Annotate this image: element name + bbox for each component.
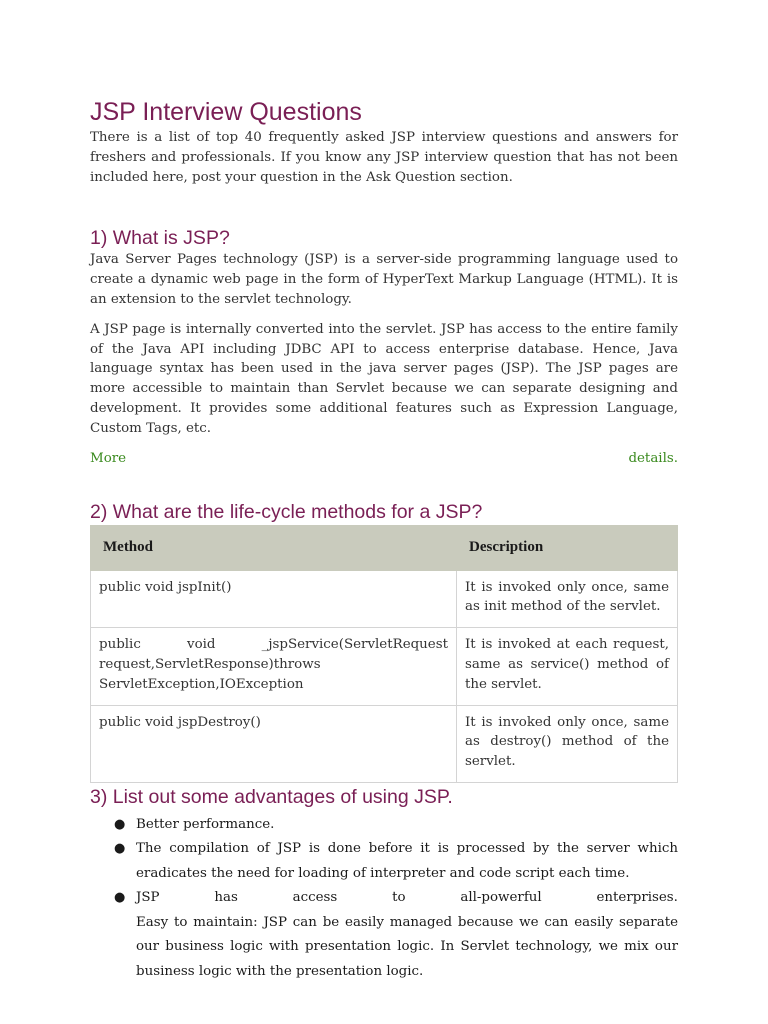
list-item	[114, 837, 678, 886]
page-title: JSP Interview Questions	[90, 98, 362, 126]
table-row	[91, 570, 678, 628]
table-header-row	[91, 525, 678, 570]
advantages-list	[90, 813, 678, 985]
list-word: has	[214, 890, 238, 906]
question-3-heading: 3) List out some advantages of using JSP.	[90, 785, 453, 808]
list-item-text: Easy to maintain: JSP can be easily managed because we can easily separate our business logic with presentation logic. In Servlet technology, we mix our business logic with the presentation logic.	[136, 914, 678, 979]
question-1-heading: 1) What is JSP?	[90, 227, 230, 250]
list-item-first-line	[136, 886, 678, 911]
method-cell: public void jspInit()	[91, 570, 457, 628]
question-1-paragraph-2: A JSP page is internally converted into the servlet. JSP has access to the entire family of the Java API including JDBC API to access enterprise database. Hence, Java language syntax has been used in the java server pages (JSP). The JSP pages are more accessible to maintain than Servlet because we can separate designing and development. It provides some additional features such as Expression Language, Custom Tags, etc.	[90, 321, 678, 436]
more-link-text[interactable]: More	[90, 450, 127, 466]
description-cell: It is invoked only once, same as destroy() method of the servlet.	[457, 705, 678, 782]
list-word: JSP	[136, 890, 160, 906]
document-page	[90, 96, 678, 984]
question-1-paragraph-1: Java Server Pages technology (JSP) is a server-side programming language used to create a dynamic web page in the form of HyperText Markup Language (HTML). It is an extension to the servlet technology.	[90, 252, 678, 307]
list-item	[114, 813, 678, 838]
column-header-description: Description	[457, 525, 678, 570]
bullet-icon: ●	[114, 841, 126, 857]
table-row	[91, 705, 678, 782]
list-word: all-powerful	[460, 890, 542, 906]
bullet-icon: ●	[114, 816, 126, 832]
column-header-method: Method	[91, 525, 457, 570]
list-word: to	[392, 890, 406, 906]
details-link-text[interactable]: details.	[628, 450, 678, 466]
list-item-text: The compilation of JSP is done before it is processed by the server which eradicates the need for loading of interpreter and code script each time.	[136, 841, 678, 881]
list-word: access	[292, 890, 338, 906]
list-item	[114, 886, 678, 984]
method-cell: public void _jspService(ServletRequest request,ServletResponse)throws ServletException,IOException	[91, 628, 457, 705]
more-details-link[interactable]	[90, 449, 678, 468]
bullet-icon: ●	[114, 890, 126, 906]
question-2-heading: 2) What are the life-cycle methods for a JSP?	[90, 500, 483, 523]
list-word: enterprises.	[596, 890, 678, 906]
intro-paragraph: There is a list of top 40 frequently asked JSP interview questions and answers for freshers and professionals. If you know any JSP interview question that has not been included here, post your question in the Ask Question section.	[90, 130, 678, 185]
table-row	[91, 628, 678, 705]
description-cell: It is invoked only once, same as init method of the servlet.	[457, 570, 678, 628]
list-item-text: Better performance.	[136, 816, 275, 832]
description-cell: It is invoked at each request, same as service() method of the servlet.	[457, 628, 678, 705]
method-cell: public void jspDestroy()	[91, 705, 457, 782]
lifecycle-methods-table	[90, 525, 678, 783]
